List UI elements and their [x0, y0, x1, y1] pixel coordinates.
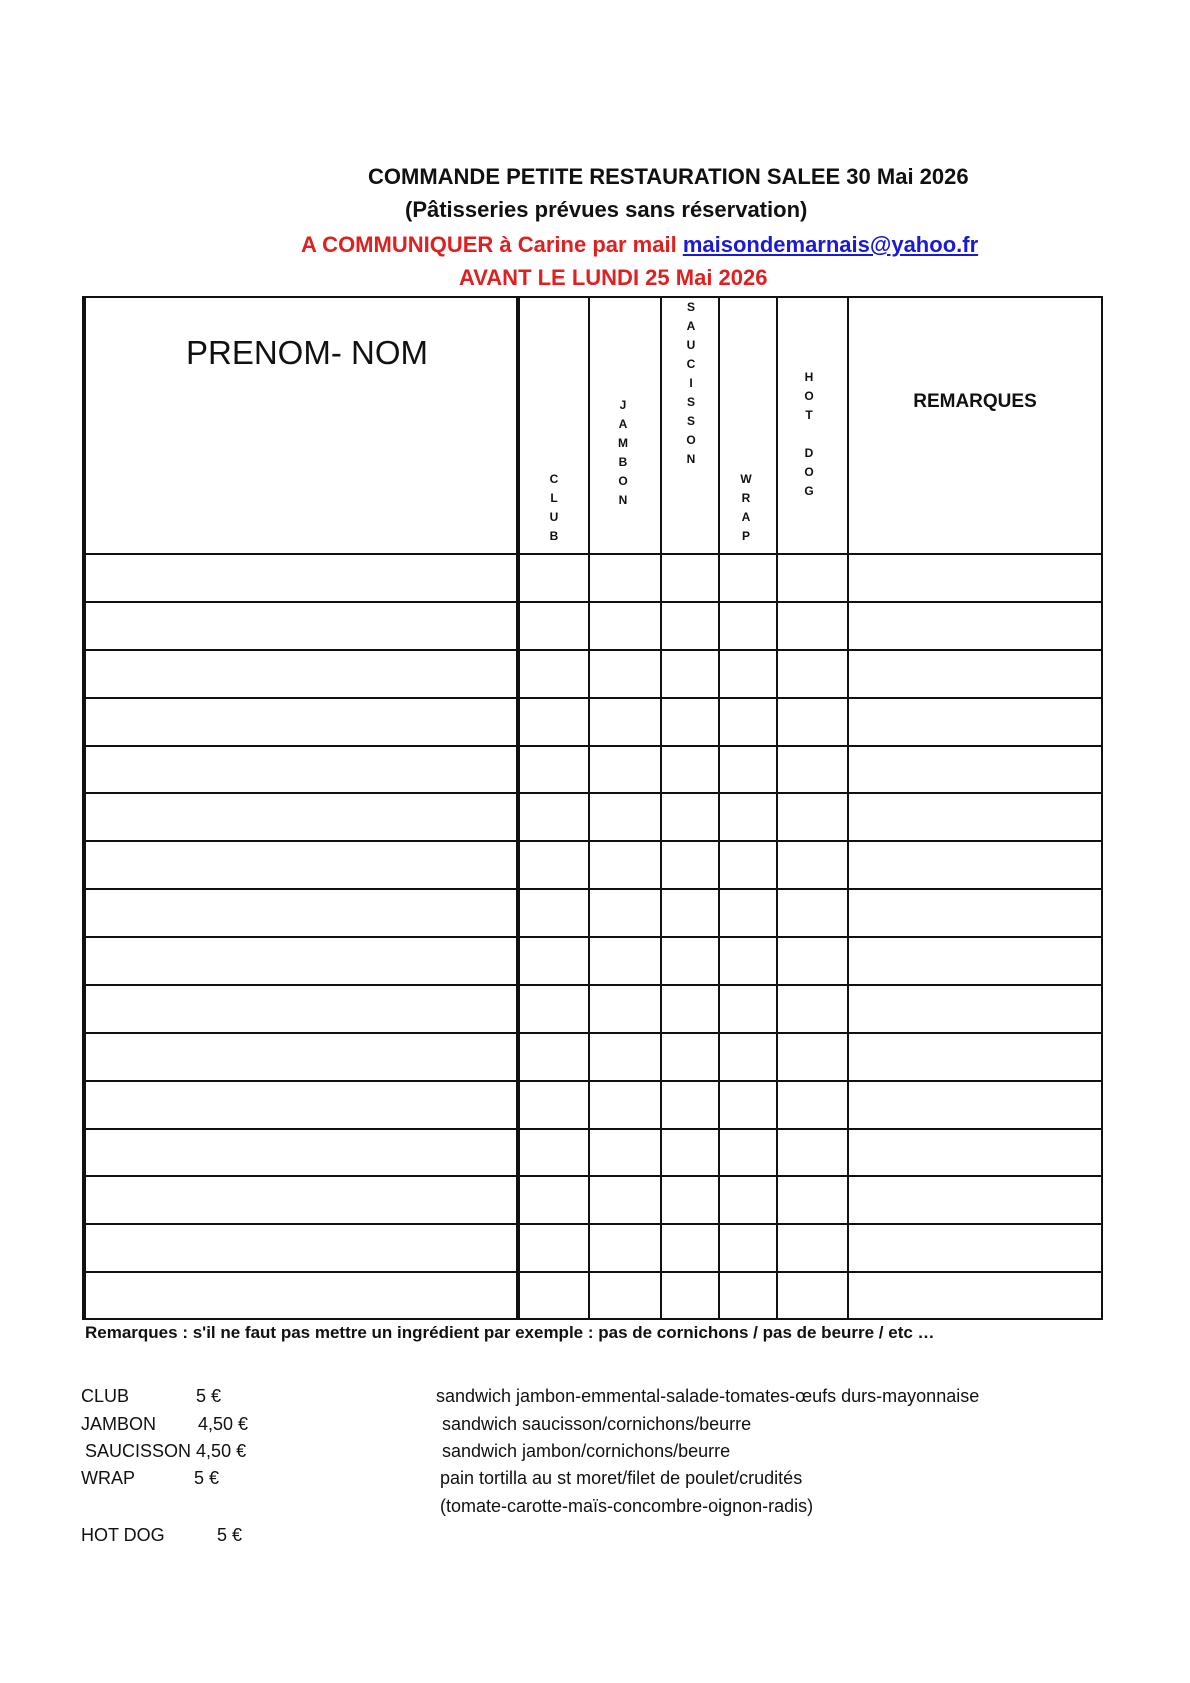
cell-jambon[interactable] [592, 1178, 658, 1222]
cell-jambon[interactable] [592, 795, 658, 839]
cell-name[interactable] [85, 1035, 515, 1079]
cell-remarks[interactable] [851, 1226, 1100, 1270]
cell-club[interactable] [521, 891, 586, 935]
cell-club[interactable] [521, 700, 586, 744]
cell-jambon[interactable] [592, 556, 658, 600]
cell-hot-dog[interactable] [780, 987, 845, 1031]
cell-saucisson[interactable] [664, 1035, 716, 1079]
contact-line [301, 232, 978, 258]
cell-wrap[interactable] [722, 795, 774, 839]
cell-saucisson[interactable] [664, 748, 716, 792]
cell-jambon[interactable] [592, 939, 658, 983]
cell-hot-dog[interactable] [780, 1274, 845, 1318]
cell-name[interactable] [85, 748, 515, 792]
menu-wrap-price: 5 € [194, 1468, 220, 1488]
cell-club[interactable] [521, 748, 586, 792]
cell-saucisson[interactable] [664, 795, 716, 839]
cell-wrap[interactable] [722, 891, 774, 935]
col-header-hot-dog-text: H O T D O G [804, 370, 814, 498]
cell-wrap[interactable] [722, 1274, 774, 1318]
cell-hot-dog[interactable] [780, 700, 845, 744]
cell-wrap[interactable] [722, 700, 774, 744]
name-column-header: PRENOM- NOM [186, 334, 428, 371]
cell-club[interactable] [521, 1274, 586, 1318]
cell-club[interactable] [521, 1131, 586, 1175]
row-divider [82, 697, 1103, 699]
menu-wrap [81, 1468, 220, 1489]
cell-wrap[interactable] [722, 843, 774, 887]
cell-remarks[interactable] [851, 652, 1100, 696]
cell-name[interactable] [85, 843, 515, 887]
cell-club[interactable] [521, 1083, 586, 1127]
row-divider [82, 1080, 1103, 1082]
cell-jambon[interactable] [592, 1274, 658, 1318]
cell-jambon[interactable] [592, 652, 658, 696]
menu-wrap-name: WRAP [81, 1468, 135, 1488]
cell-hot-dog[interactable] [780, 1226, 845, 1270]
col-header-wrap-text: W R A P [740, 472, 752, 543]
form-title: COMMANDE PETITE RESTAURATION SALEE 30 Mai 2026 [368, 164, 969, 189]
menu-saucisson [85, 1441, 246, 1462]
cell-wrap[interactable] [722, 987, 774, 1031]
cell-jambon[interactable] [592, 700, 658, 744]
cell-club[interactable] [521, 795, 586, 839]
cell-club[interactable] [521, 1178, 586, 1222]
cell-hot-dog[interactable] [780, 1083, 845, 1127]
menu-hot-dog-price: 5 € [217, 1525, 243, 1545]
cell-wrap[interactable] [722, 748, 774, 792]
cell-remarks[interactable] [851, 987, 1100, 1031]
row-divider [82, 1032, 1103, 1034]
cell-jambon[interactable] [592, 1226, 658, 1270]
row-divider [82, 553, 1103, 555]
row-divider [82, 936, 1103, 938]
cell-saucisson[interactable] [664, 1178, 716, 1222]
cell-jambon[interactable] [592, 604, 658, 648]
cell-hot-dog[interactable] [780, 795, 845, 839]
cell-remarks[interactable] [851, 1274, 1100, 1318]
cell-name[interactable] [85, 1178, 515, 1222]
menu-wrap-description: pain tortilla au st moret/filet de poulet/crudités [440, 1468, 803, 1488]
cell-saucisson[interactable] [664, 987, 716, 1031]
column-divider [718, 296, 720, 1320]
row-divider [82, 888, 1103, 890]
column-divider [776, 296, 778, 1320]
cell-name[interactable] [85, 1274, 515, 1318]
remarks-column-header: REMARQUES [913, 391, 1037, 412]
column-divider [516, 296, 520, 1320]
menu-saucisson-price: 4,50 € [196, 1441, 247, 1461]
menu-club-name: CLUB [81, 1386, 130, 1406]
cell-saucisson[interactable] [664, 891, 716, 935]
row-divider [82, 649, 1103, 651]
row-divider [82, 792, 1103, 794]
cell-wrap[interactable] [722, 1035, 774, 1079]
menu-saucisson-description: sandwich jambon/cornichons/beurre [442, 1441, 731, 1461]
cell-hot-dog[interactable] [780, 556, 845, 600]
menu-jambon-price: 4,50 € [198, 1414, 249, 1434]
cell-wrap[interactable] [722, 1083, 774, 1127]
col-header-hot-dog [799, 368, 819, 501]
menu-hot-dog [81, 1525, 243, 1546]
col-header-jambon-text: J A M B O N [618, 398, 628, 507]
cell-wrap[interactable] [722, 556, 774, 600]
cell-remarks[interactable] [851, 843, 1100, 887]
cell-hot-dog[interactable] [780, 939, 845, 983]
col-header-saucisson [681, 298, 701, 469]
col-header-club-text: C L U B [549, 472, 559, 543]
cell-wrap[interactable] [722, 1131, 774, 1175]
row-divider [82, 601, 1103, 603]
cell-name[interactable] [85, 939, 515, 983]
cell-jambon[interactable] [592, 1083, 658, 1127]
col-header-saucisson-text: S A U C I S S O N [686, 300, 696, 466]
row-divider [82, 984, 1103, 986]
cell-saucisson[interactable] [664, 939, 716, 983]
cell-saucisson[interactable] [664, 1083, 716, 1127]
column-divider [588, 296, 590, 1320]
menu-saucisson-name: SAUCISSON [85, 1441, 192, 1461]
cell-jambon[interactable] [592, 748, 658, 792]
form-subtitle: (Pâtisseries prévues sans réservation) [405, 197, 808, 222]
cell-remarks[interactable] [851, 1178, 1100, 1222]
contact-prefix: A COMMUNIQUER à Carine par mail [301, 232, 683, 257]
cell-saucisson[interactable] [664, 652, 716, 696]
cell-name[interactable] [85, 1083, 515, 1127]
col-header-jambon [613, 396, 633, 510]
cell-wrap[interactable] [722, 604, 774, 648]
cell-remarks[interactable] [851, 1083, 1100, 1127]
cell-saucisson[interactable] [664, 556, 716, 600]
row-divider [82, 1223, 1103, 1225]
cell-jambon[interactable] [592, 987, 658, 1031]
cell-hot-dog[interactable] [780, 843, 845, 887]
menu-jambon-name: JAMBON [81, 1414, 157, 1434]
cell-saucisson[interactable] [664, 843, 716, 887]
menu-club-description: sandwich jambon-emmental-salade-tomates-œufs durs-mayonnaise [436, 1386, 980, 1406]
cell-hot-dog[interactable] [780, 1131, 845, 1175]
cell-remarks[interactable] [851, 795, 1100, 839]
cell-remarks[interactable] [851, 748, 1100, 792]
row-divider [82, 840, 1103, 842]
cell-name[interactable] [85, 652, 515, 696]
cell-jambon[interactable] [592, 1131, 658, 1175]
col-header-wrap [736, 470, 756, 546]
cell-saucisson[interactable] [664, 604, 716, 648]
cell-name[interactable] [85, 556, 515, 600]
cell-club[interactable] [521, 1035, 586, 1079]
cell-hot-dog[interactable] [780, 1035, 845, 1079]
menu-club [81, 1386, 222, 1407]
column-divider [660, 296, 662, 1320]
cell-name[interactable] [85, 891, 515, 935]
cell-wrap[interactable] [722, 1178, 774, 1222]
cell-wrap[interactable] [722, 939, 774, 983]
cell-club[interactable] [521, 843, 586, 887]
row-divider [82, 1271, 1103, 1273]
cell-remarks[interactable] [851, 556, 1100, 600]
cell-club[interactable] [521, 1226, 586, 1270]
cell-club[interactable] [521, 604, 586, 648]
menu-jambon-description: sandwich saucisson/cornichons/beurre [442, 1414, 752, 1434]
row-divider [82, 1175, 1103, 1177]
cell-name[interactable] [85, 1226, 515, 1270]
contact-email-link[interactable]: maisondemarnais@yahoo.fr [682, 232, 979, 257]
cell-name[interactable] [85, 987, 515, 1031]
cell-remarks[interactable] [851, 891, 1100, 935]
cell-club[interactable] [521, 652, 586, 696]
remarks-note: Remarques : s'il ne faut pas mettre un ingrédient par exemple : pas de cornichons / pas de beurre / etc … [85, 1323, 935, 1342]
column-divider [847, 296, 849, 1320]
menu-wrap-ingredients: (tomate-carotte-maïs-concombre-oignon-radis) [440, 1496, 814, 1516]
menu-jambon [81, 1414, 249, 1435]
menu-club-price: 5 € [196, 1386, 222, 1406]
cell-saucisson[interactable] [664, 700, 716, 744]
cell-jambon[interactable] [592, 1035, 658, 1079]
cell-remarks[interactable] [851, 1035, 1100, 1079]
cell-saucisson[interactable] [664, 1131, 716, 1175]
cell-saucisson[interactable] [664, 1274, 716, 1318]
cell-club[interactable] [521, 556, 586, 600]
cell-wrap[interactable] [722, 1226, 774, 1270]
cell-name[interactable] [85, 795, 515, 839]
cell-name[interactable] [85, 700, 515, 744]
cell-remarks[interactable] [851, 939, 1100, 983]
cell-hot-dog[interactable] [780, 1178, 845, 1222]
cell-remarks[interactable] [851, 1131, 1100, 1175]
cell-hot-dog[interactable] [780, 891, 845, 935]
cell-hot-dog[interactable] [780, 652, 845, 696]
row-divider [82, 1128, 1103, 1130]
cell-name[interactable] [85, 1131, 515, 1175]
cell-hot-dog[interactable] [780, 604, 845, 648]
col-header-club [544, 470, 564, 546]
cell-remarks[interactable] [851, 604, 1100, 648]
cell-club[interactable] [521, 939, 586, 983]
cell-wrap[interactable] [722, 652, 774, 696]
cell-hot-dog[interactable] [780, 748, 845, 792]
cell-saucisson[interactable] [664, 1226, 716, 1270]
cell-jambon[interactable] [592, 891, 658, 935]
cell-name[interactable] [85, 604, 515, 648]
row-divider [82, 745, 1103, 747]
cell-remarks[interactable] [851, 700, 1100, 744]
cell-club[interactable] [521, 987, 586, 1031]
deadline: AVANT LE LUNDI 25 Mai 2026 [459, 265, 768, 290]
menu-hot-dog-name: HOT DOG [81, 1525, 165, 1545]
cell-jambon[interactable] [592, 843, 658, 887]
